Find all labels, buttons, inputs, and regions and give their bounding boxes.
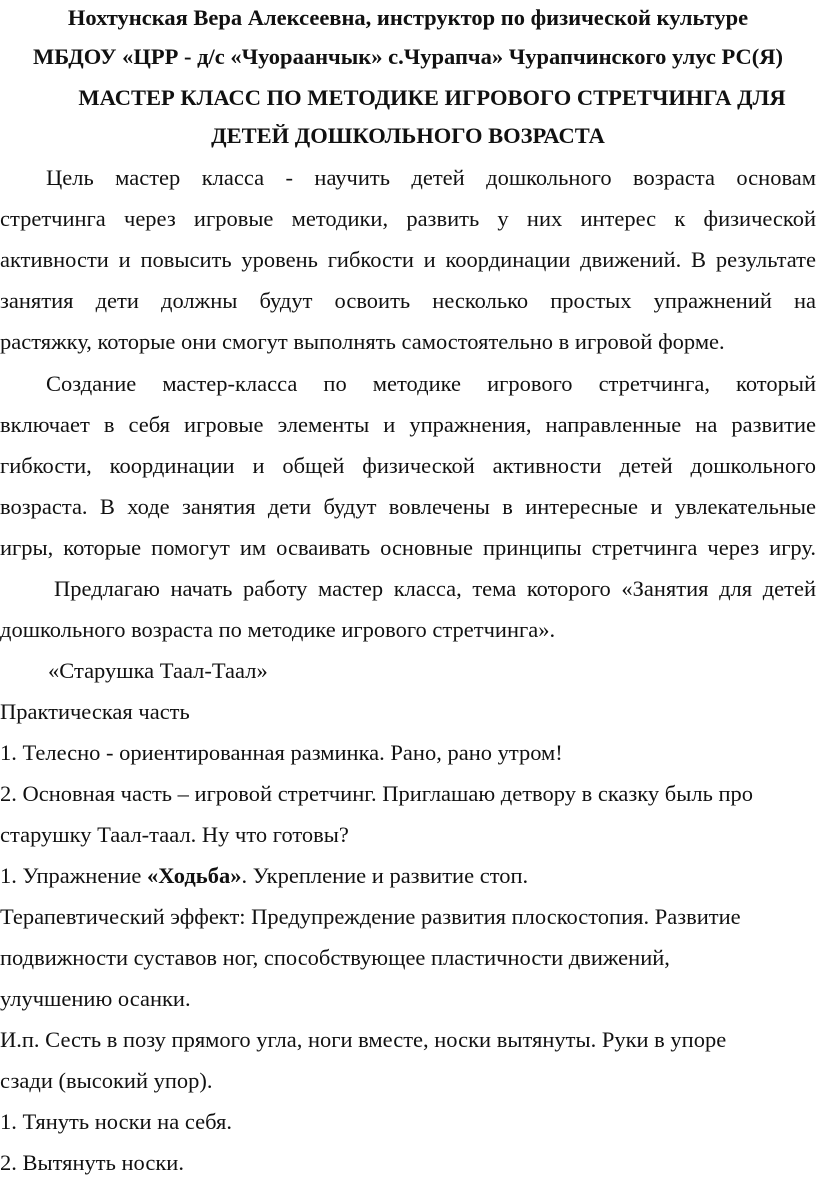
therapeutic-line: подвижности суставов ног, способствующее пластичности движений,	[0, 945, 670, 970]
practical-heading: Практическая часть	[0, 699, 190, 724]
start-position-line: И.п. Сесть в позу прямого угла, ноги вместе, носки вытянуты. Руки в упоре	[0, 1027, 727, 1052]
paragraph-1-line: занятия дети должны будут освоить несколько простых упражнений на	[0, 288, 816, 313]
therapeutic-line: улучшению осанки.	[0, 986, 191, 1011]
paragraph-2-line: игры, которые помогут им осваивать основные принципы стретчинга через игру.	[0, 535, 816, 560]
game-title: «Старушка Таал-Таал»	[48, 658, 268, 683]
paragraph-1-line: Цель мастер класса - научить детей дошкольного возраста основам	[46, 165, 816, 190]
therapeutic-line: Терапевтический эффект: Предупреждение развития плоскостопия. Развитие	[0, 904, 741, 929]
exercise-prefix: 1. Упражнение	[0, 863, 147, 888]
step-item: 1. Тянуть носки на себя.	[0, 1109, 232, 1134]
main-part-line: старушку Таал-таал. Ну что готовы?	[0, 822, 349, 847]
paragraph-2-line: гибкости, координации и общей физической активности детей дошкольного	[0, 453, 816, 478]
paragraph-1-line: стретчинга через игровые методики, развить у них интерес к физической	[0, 206, 816, 231]
paragraph-2-line: включает в себя игровые элементы и упражнения, направленные на развитие	[0, 412, 816, 437]
document-title-line-2: ДЕТЕЙ ДОШКОЛЬНОГО ВОЗРАСТА	[211, 123, 605, 148]
exercise-name: «Ходьба»	[147, 863, 242, 888]
paragraph-3-line: Предлагаю начать работу мастер класса, тема которого «Занятия для детей	[54, 576, 816, 601]
exercise-line	[0, 861, 816, 891]
step-item: 2. Вытянуть носки.	[0, 1150, 184, 1175]
paragraph-3-line: дошкольного возраста по методике игрового стретчинга».	[0, 617, 556, 642]
paragraph-2-line: возраста. В ходе занятия дети будут вовлечены в интересные и увлекательные	[0, 494, 816, 519]
paragraph-2-line: Создание мастер-класса по методике игрового стретчинга, который	[46, 371, 816, 396]
warmup-item: 1. Телесно - ориентированная разминка. Рано, рано утром!	[0, 740, 563, 765]
paragraph-1-line: растяжку, которые они смогут выполнять самостоятельно в игровой форме.	[0, 329, 725, 354]
author-line: Нохтунская Вера Алексеевна, инструктор по физической культуре	[67, 5, 749, 30]
exercise-suffix: . Укрепление и развитие стоп.	[241, 863, 529, 888]
paragraph-1-line: активности и повысить уровень гибкости и координации движений. В результате	[0, 247, 816, 272]
main-part-line: 2. Основная часть – игровой стретчинг. Приглашаю детвору в сказку быль про	[0, 781, 754, 806]
organization-line: МБДОУ «ЦРР - д/с «Чуораанчык» с.Чурапча» Чурапчинского улус РС(Я)	[33, 44, 783, 69]
document-title-line-1: МАСТЕР КЛАСС ПО МЕТОДИКЕ ИГРОВОГО СТРЕТЧИНГА ДЛЯ	[78, 85, 786, 110]
start-position-line: сзади (высокий упор).	[0, 1068, 213, 1093]
